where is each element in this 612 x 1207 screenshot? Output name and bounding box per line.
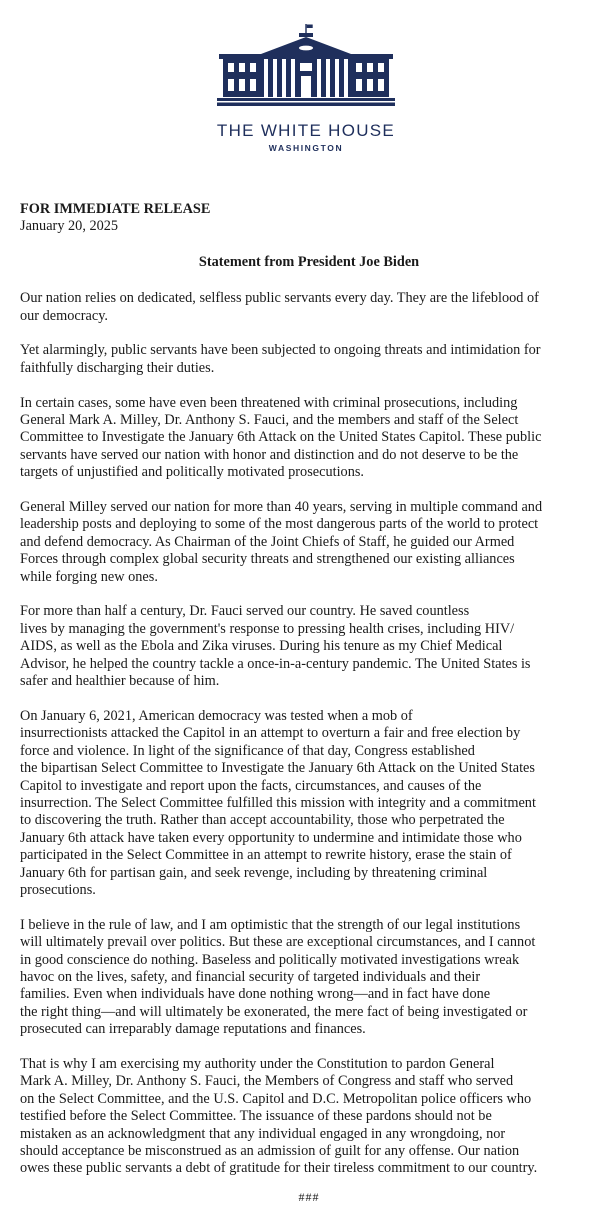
org-location: WASHINGTON <box>268 143 344 153</box>
release-date: January 20, 2025 <box>20 218 119 235</box>
closing-mark: ### <box>298 1190 320 1205</box>
paragraph-4: General Milley served our nation for more than 40 years, serving in multiple command and leadership posts and deploying to some of the most dangerous parts of the world to protect and defend democracy. As Chairman of the Joint Chiefs of Staff, he guided our Armed Forces through complex global security threats and strengthened our existing alliances while forging new ones. <box>20 499 543 585</box>
paragraph-1: Our nation relies on dedicated, selfless public servants every day. They are the lifeblood of our democracy. <box>20 290 539 324</box>
statement-headline: Statement from President Joe Biden <box>198 253 420 270</box>
paragraph-2: Yet alarmingly, public servants have been subjected to ongoing threats and intimidation for faithfully discharging their duties. <box>20 342 541 376</box>
paragraph-3: In certain cases, some have even been threatened with criminal prosecutions, including General Mark A. Milley, Dr. Anthony S. Fauci, and the members and staff of the Select Committee to Investigate the January 6th Attack on the United States Capitol. These public servants have served our nation with honor and distinction and do not deserve to be the targets of unjustified and politically motivated prosecutions. <box>20 394 542 481</box>
white-house-building-icon <box>217 24 395 106</box>
paragraph-6: On January 6, 2021, American democracy was tested when a mob of insurrectionists attacked the Capitol in an attempt to overturn a fair and free election by force and violence. In light of the significance of that day, Congress established the bipartisan Select Committee to Investigate the January 6th Attack on the United States Capitol to investigate and report upon the facts, circumstances, and causes of the insurrection. The Select Committee fulfilled this mission with integrity and a commitment to discovering the truth. Rather than accept accountability, those who perpetrated the January 6th attack have taken every opportunity to undermine and intimidate those who participated in the Select Committee in an attempt to rewrite history, erase the stain of January 6th for partisan gain, and seek revenge, including by threatening criminal prosecutions. <box>20 707 536 898</box>
paragraph-8: That is why I am exercising my authority under the Constitution to pardon General Mark A. Milley, Dr. Anthony S. Fauci, the Members of Congress and staff who served on the Select Committee, and the U.S. Capitol and D.C. Metropolitan police officers who testified before the Select Committee. The issuance of these pardons should not be mistaken as an acknowledgment that any individual engaged in any wrongdoing, nor should acceptance be misconstrued as an admission of guilt for any offense. Our nation owes these public servants a debt of gratitude for their tireless commitment to our country. <box>20 1055 538 1177</box>
paragraph-7: I believe in the rule of law, and I am optimistic that the strength of our legal institutions will ultimately prevail over politics. But these are exceptional circumstances, and I cannot in good conscience do nothing. Baseless and politically motivated investigations wreak havoc on the lives, safety, and financial security of targeted individuals and their families. Even when individuals have done nothing wrong—and in fact have done the right thing—and will ultimately be exonerated, the mere fact of being investigated or prosecuted can irreparably damage reputations and finances. <box>20 916 536 1038</box>
release-label: FOR IMMEDIATE RELEASE <box>20 201 211 217</box>
paragraph-5: For more than half a century, Dr. Fauci served our country. He saved countless lives by managing the government's response to pressing health crises, including HIV/ AIDS, as well as the Ebola and Zika viruses. During his tenure as my Chief Medical Advisor, he helped the country tackle a once-in-a-century pandemic. The United States is safer and healthier because of him. <box>20 603 531 690</box>
org-name: THE WHITE HOUSE <box>216 121 396 140</box>
letterhead <box>0 24 612 153</box>
press-release-body <box>20 201 598 1207</box>
